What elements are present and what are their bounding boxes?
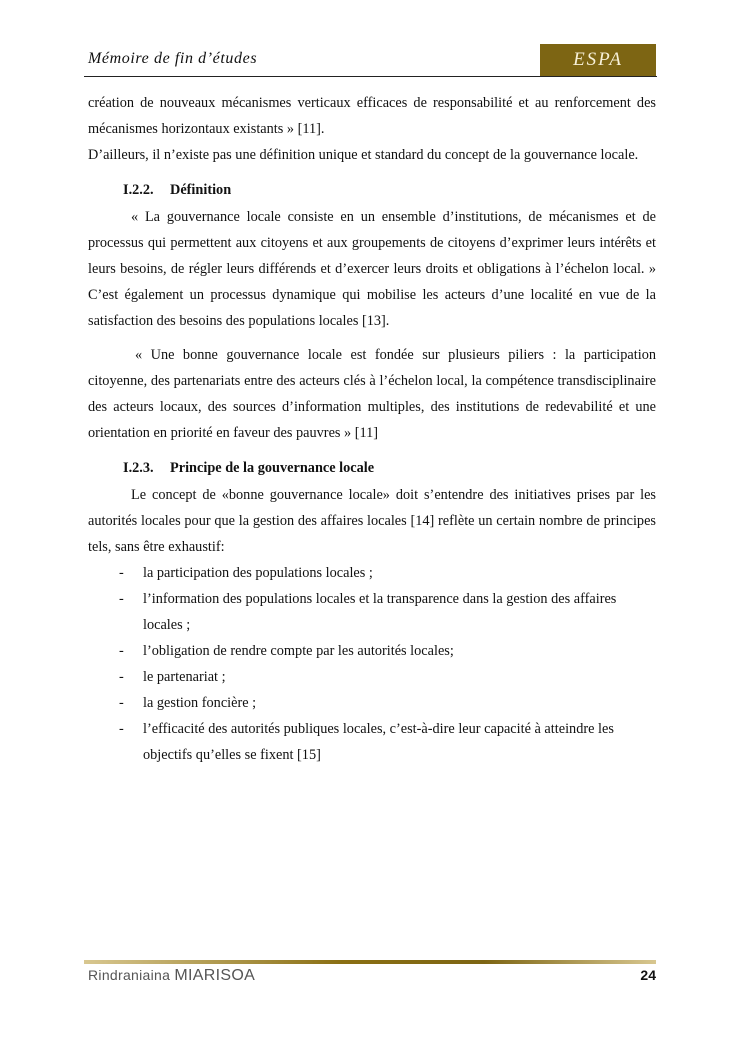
list-item: - la participation des populations locales ;: [88, 560, 656, 586]
list-item: - l’information des populations locales et la transparence dans la gestion des affaires locales ;: [88, 586, 656, 638]
bullet-dash: -: [119, 591, 124, 607]
principles-list: [88, 560, 656, 768]
footer-author: [88, 967, 255, 985]
section-heading-definition: [123, 176, 656, 204]
section-heading-principle: [123, 454, 656, 482]
paragraph-definition-quote: « La gouvernance locale consiste en un ensemble d’institutions, de mécanismes et de processus qui permettent aux citoyens et aux groupements de citoyens d’exprimer leurs intérêts et leurs besoins, de régler leurs différends et d’exercer leurs droits et obligations à l’échelon local. » C’est également un processus dynamique qui mobilise les acteurs d’une localité en vue de la satisfaction des besoins des populations locales [13].: [88, 209, 656, 329]
list-item: - l’efficacité des autorités publiques locales, c’est-à-dire leur capacité à atteindre les objectifs qu’elles se fixent [15]: [88, 716, 656, 768]
page-body: [88, 90, 656, 768]
bullet-dash: -: [119, 721, 124, 737]
section-title: Définition: [170, 182, 232, 198]
section-number: I.2.2.: [123, 182, 154, 198]
paragraph-principle-intro: Le concept de «bonne gouvernance locale» doit s’entendre des initiatives prises par les autorités locales pour que la gestion des affaires locales [14] reflète un certain nombre de principes tels, sans être exhaustif:: [88, 487, 656, 555]
section-number: I.2.3.: [123, 460, 154, 476]
list-item: - la gestion foncière ;: [88, 690, 656, 716]
document-header-title: Mémoire de fin d’études: [88, 50, 258, 67]
paragraph-continuation: création de nouveaux mécanismes verticaux efficaces de responsabilité et au renforcement des mécanismes horizontaux existants » [11].: [88, 95, 656, 137]
paragraph-good-governance-quote: « Une bonne gouvernance locale est fondée sur plusieurs piliers : la participation citoyenne, des partenariats entre des acteurs clés à l’échelon local, la compétence transdisciplinaire des acteurs locaux, des sources d’information multiples, des institutions de redevabilité et une orientation en priorité en faveur des pauvres » [11]: [88, 347, 656, 441]
list-item: - l’obligation de rendre compte par les autorités locales;: [88, 638, 656, 664]
author-first-name: Rindraniaina: [88, 967, 171, 983]
paragraph-no-definition: D’ailleurs, il n’existe pas une définition unique et standard du concept de la gouvernance locale.: [88, 147, 639, 163]
page-number: 24: [640, 967, 656, 983]
author-last-name: MIARISOA: [174, 967, 256, 984]
bullet-dash: -: [119, 643, 124, 659]
list-item: - le partenariat ;: [88, 664, 656, 690]
bullet-dash: -: [119, 565, 124, 581]
header-divider: [84, 76, 657, 77]
section-title: Principe de la gouvernance locale: [170, 460, 375, 476]
footer-divider: [84, 960, 656, 964]
bullet-dash: -: [119, 695, 124, 711]
bullet-dash: -: [119, 669, 124, 685]
school-badge: ESPA: [540, 44, 656, 76]
